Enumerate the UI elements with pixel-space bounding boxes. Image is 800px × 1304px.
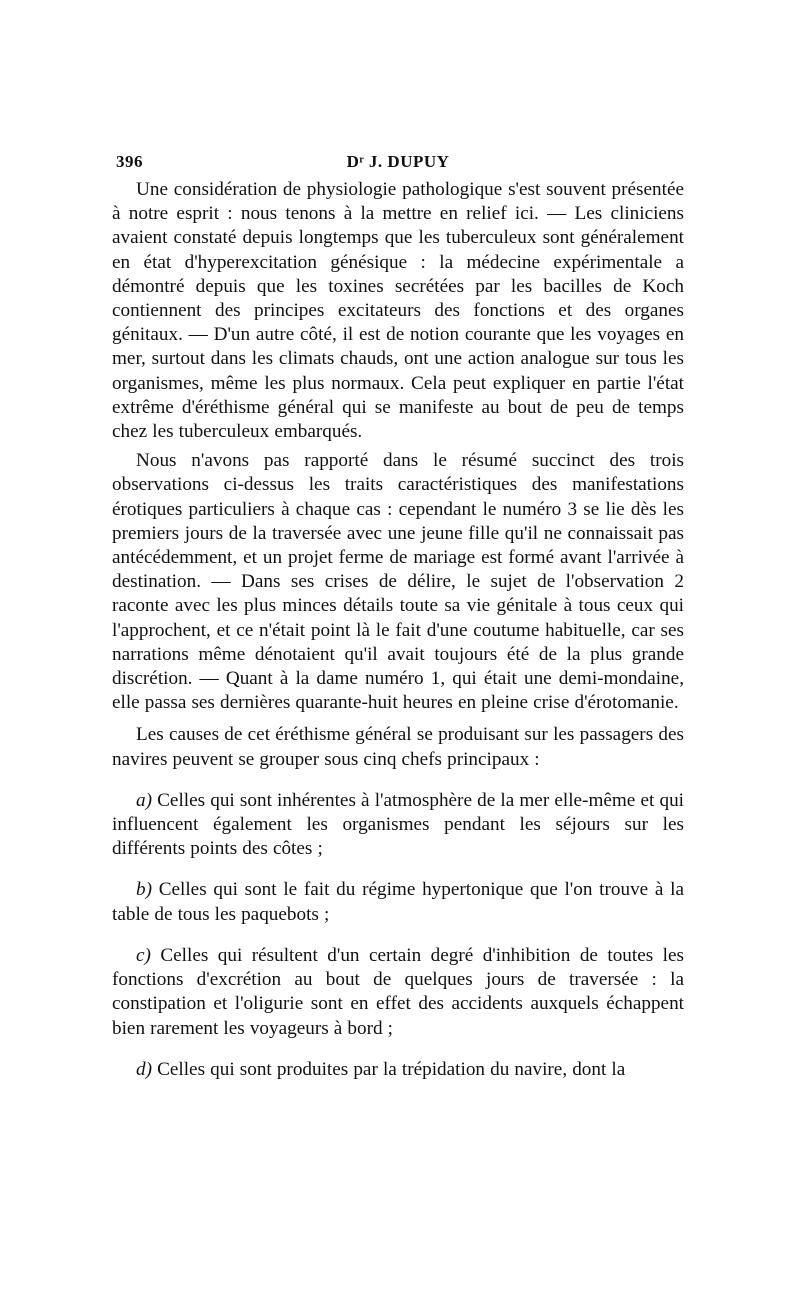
list-item-b bbox=[112, 878, 684, 926]
list-item-d bbox=[112, 1058, 684, 1082]
list-item-label: d) bbox=[136, 1058, 152, 1080]
list-item-label: b) bbox=[136, 879, 152, 901]
paragraph-tuberculeux: Une considération de physiologie pathologique s'est souvent présentée à notre esprit : nous tenons à la mettre en relief ici. — Les cliniciens avaient constaté depuis longtemps que les tuberculeux sont généralement en état d'hyperexcitation génésique : la médecine expérimentale a démontré depuis que les toxines secrétées par les bacilles de Koch contiennent des principes excitateurs des fonctions et des organes génitaux. — D'un autre côté, il est de notion courante que les voyages en mer, surtout dans les climats chauds, ont une action analogue sur tous les organismes, même les plus normaux. Cela peut expliquer en partie l'état extrême d'éréthisme général qui se manifeste au bout de peu de temps chez les tuberculeux embarqués. bbox=[112, 179, 684, 443]
list-item-label: c) bbox=[136, 944, 151, 966]
list-item-label: a) bbox=[136, 789, 152, 811]
running-head-title: Dʳ J. DUPUY bbox=[346, 152, 450, 171]
page-number: 396 bbox=[116, 152, 143, 171]
paragraph-observations: Nous n'avons pas rapporté dans le résumé succinct des trois observations ci-dessus les traits caractéristiques des manifestations érotiques particuliers à chaque cas : cependant le numéro 3 se lie dès les premiers jours de la traversée avec une jeune fille qu'il ne connaissait pas antécédemment, et un projet ferme de mariage est formé avant l'arrivée à destination. — Dans ses crises de délire, le sujet de l'observation 2 raconte avec les plus minces détails toute sa vie génitale à tous ceux qui l'approchent, et ce n'était point là le fait d'une coutume habituelle, car ses narrations même dénotaient qu'il avait toujours été de la plus grande discrétion. — Quant à la dame numéro 1, qui était une demi-mondaine, elle passa ses dernières quarante-huit heures en pleine crise d'érotomanie. bbox=[112, 450, 684, 714]
list-item-a bbox=[112, 789, 684, 862]
list-item-text: Celles qui sont le fait du régime hypertonique que l'on trouve à la table de tous les paquebots ; bbox=[112, 879, 684, 925]
list-item-c bbox=[112, 944, 684, 1041]
list-item-text: Celles qui sont produites par la trépidation du navire, dont la bbox=[151, 1058, 626, 1080]
running-head bbox=[112, 148, 684, 178]
book-page bbox=[112, 148, 684, 1082]
paragraph-causes-intro: Les causes de cet éréthisme général se produisant sur les passagers des navires peuvent se grouper sous cinq chefs principaux : bbox=[112, 724, 684, 770]
list-item-text: Celles qui sont inhérentes à l'atmosphère de la mer elle-même et qui influencent également les organismes pendant les séjours sur les différents points des côtes ; bbox=[112, 789, 684, 860]
body-text bbox=[112, 178, 684, 1082]
list-item-text: Celles qui résultent d'un certain degré d'inhibition de toutes les fonctions d'excrétion au bout de quelques jours de traversée : la constipation et l'oligurie sont en effet des accidents auxquels échappent bien rarement les voyageurs à bord ; bbox=[112, 944, 684, 1039]
